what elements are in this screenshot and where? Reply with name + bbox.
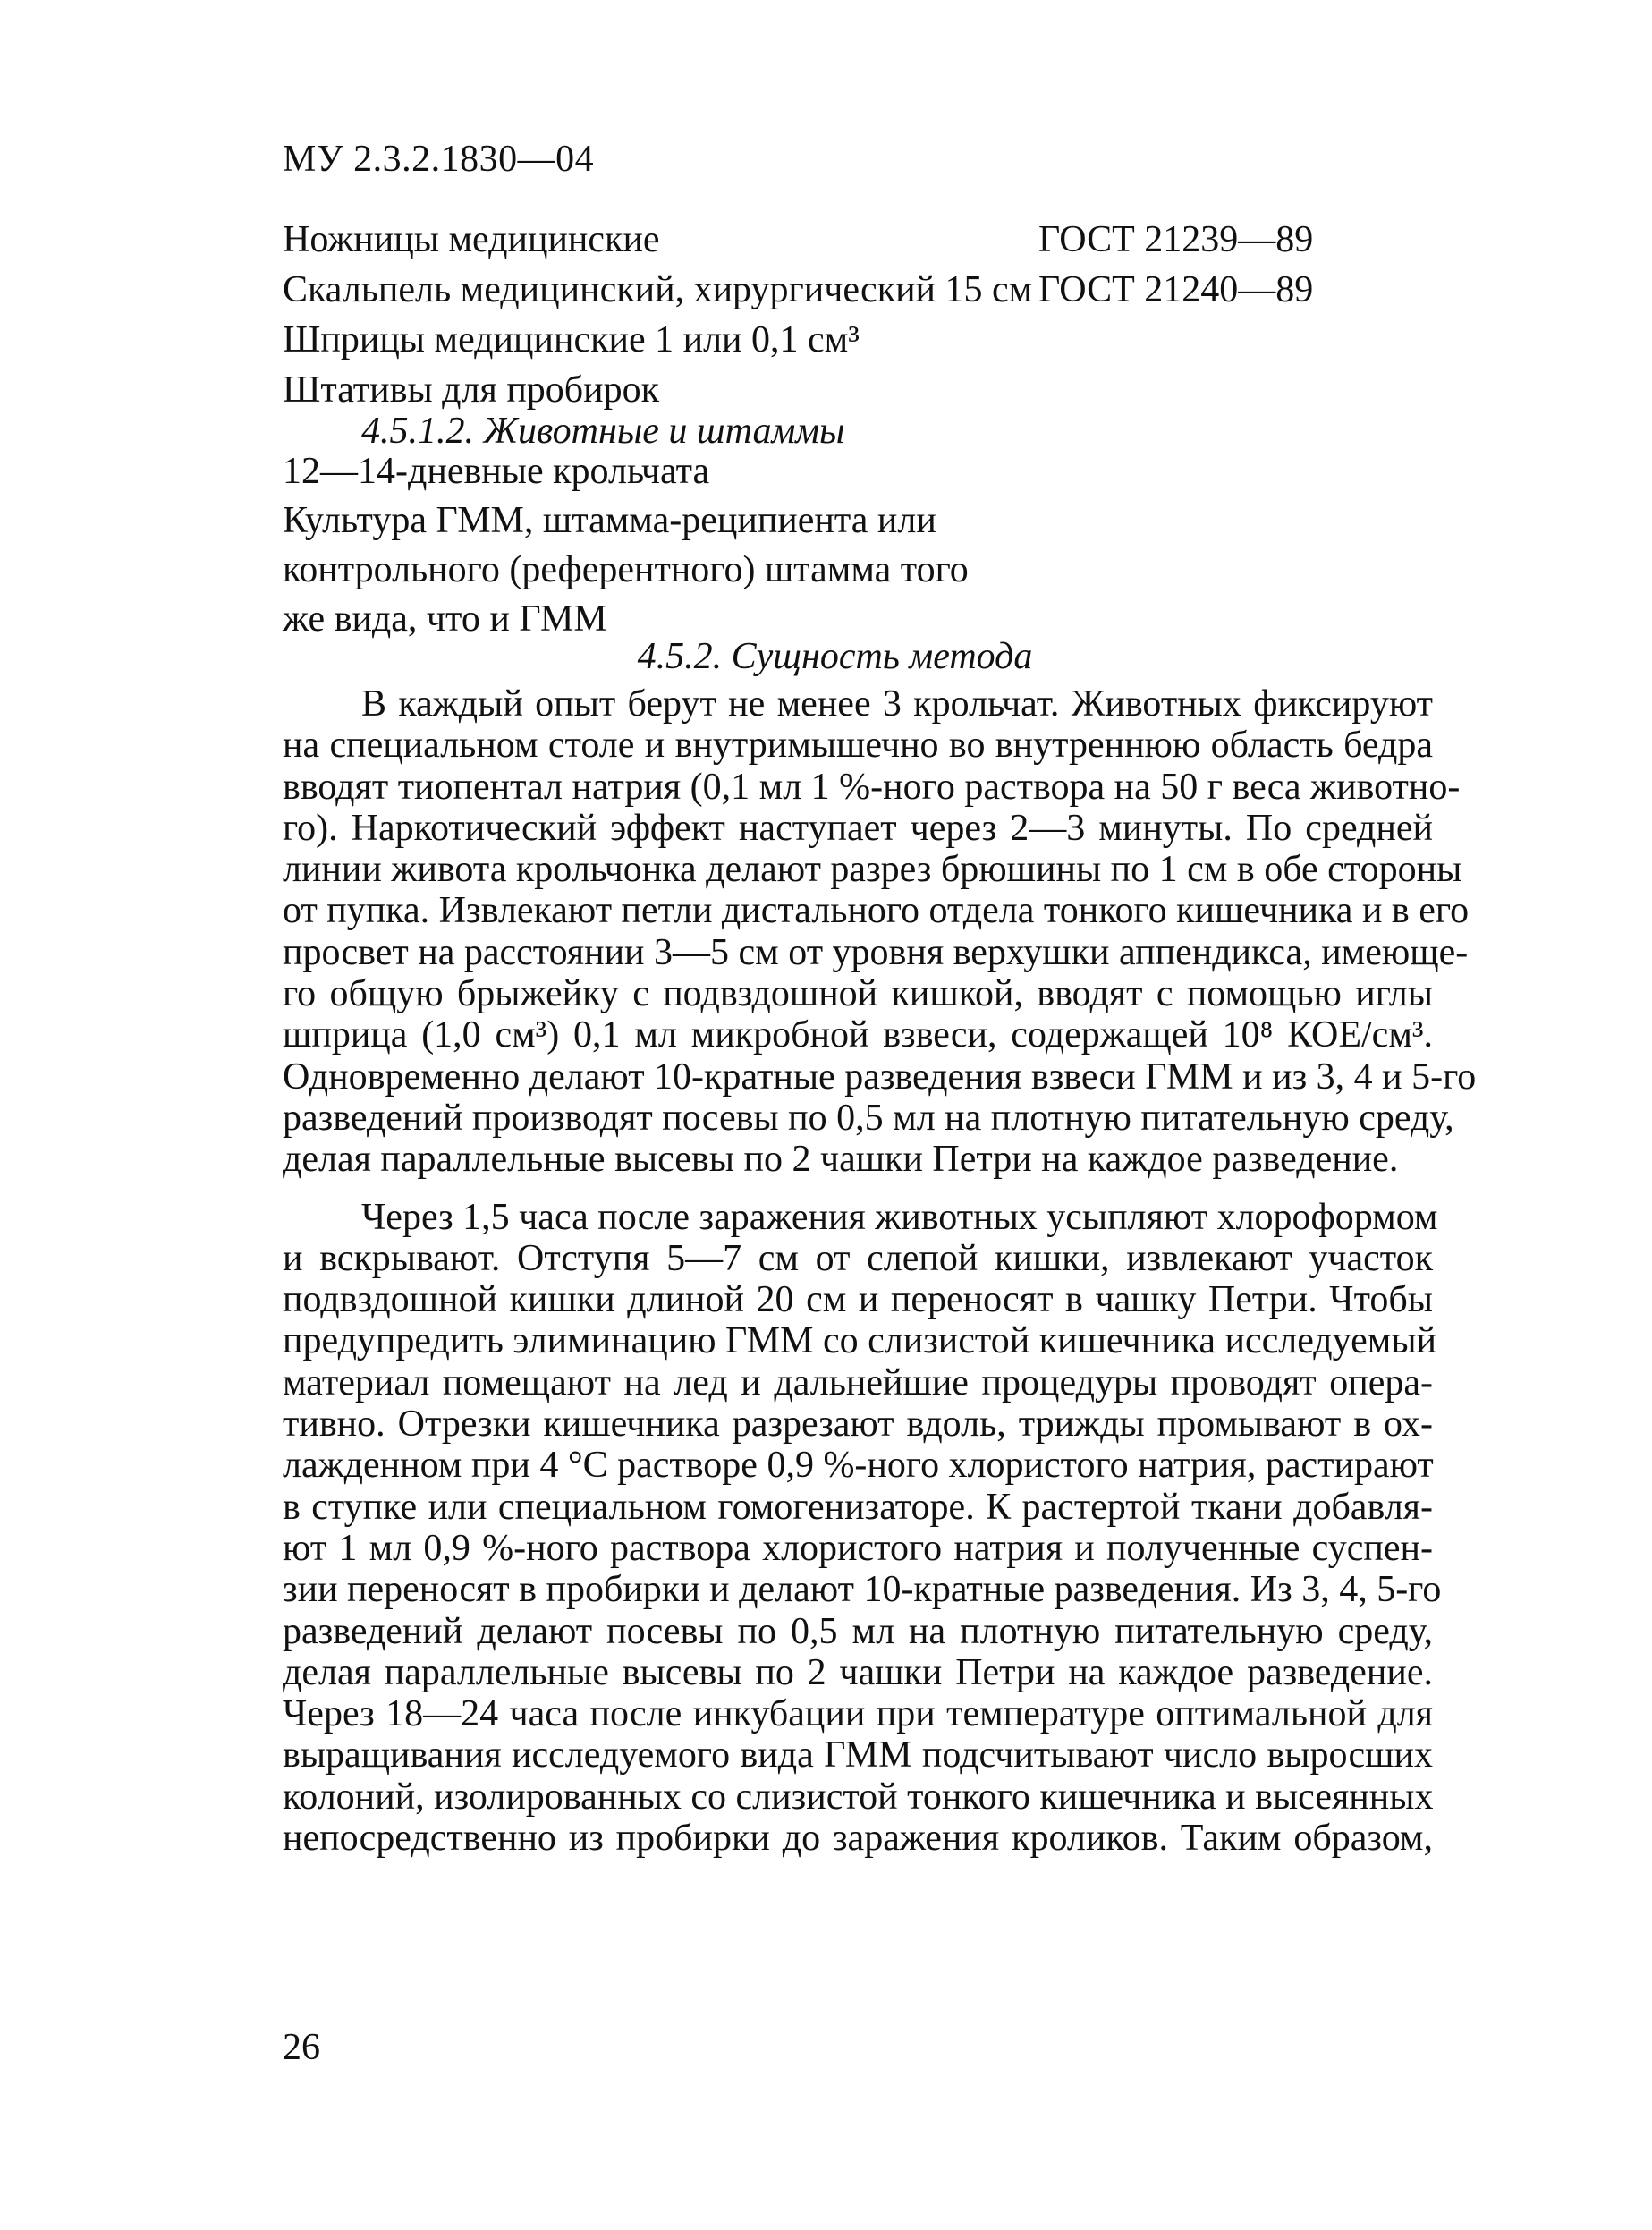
equipment-item: [283, 265, 1338, 315]
paragraph-2-line: непосредственно из пробирки до заражения кроликов. Таким образом,: [283, 1818, 1433, 1860]
paragraph-1-line: на специальном столе и внутримышечно во внутреннюю область бедра: [283, 725, 1433, 767]
equipment-name: Скальпель медицинский, хирургический 15 см: [283, 269, 1033, 310]
paragraph-2-line: лажденном при 4 °С растворе 0,9 %-ного хлористого натрия, растирают: [283, 1445, 1434, 1487]
paragraph-1-line: линии живота крольчонка делают разрез брюшины по 1 см в обе стороны: [283, 849, 1462, 891]
paragraph-2-line: тивно. Отрезки кишечника разрезают вдоль, трижды промывают в ох-: [283, 1403, 1433, 1446]
page-number: 26: [283, 2027, 320, 2068]
paragraph-2-line: подвздошной кишки длиной 20 см и переносят в чашку Петри. Чтобы: [283, 1279, 1433, 1321]
paragraph-2-line: зии переносят в пробирки и делают 10-кратные разведения. Из 3, 4, 5-го: [283, 1569, 1442, 1611]
paragraph-2-line: в ступке или специальном гомогенизаторе. К растертой ткани добавля-: [283, 1486, 1433, 1528]
paragraph-2-line: и вскрывают. Отступя 5—7 см от слепой кишки, извлекают участок: [283, 1237, 1433, 1279]
animals-line: Культура ГММ, штамма-реципиента или: [283, 500, 936, 541]
paragraph-1-line: шприца (1,0 см³) 0,1 мл микробной взвеси, содержащей 10⁸ КОЕ/см³.: [283, 1014, 1433, 1056]
paragraph-2-line: Через 18—24 часа после инкубации при температуре оптимальной для: [283, 1693, 1433, 1735]
paragraph-2-line: разведений делают посевы по 0,5 мл на плотную питательную среду,: [283, 1610, 1433, 1652]
section-title: 4.5.2. Сущность метода: [637, 636, 1033, 677]
paragraph-1-line: го общую брыжейку с подвздошной кишкой, вводят с помощью иглы: [283, 973, 1433, 1015]
paragraph-2-line: материал помещают на лед и дальнейшие процедуры проводят опера-: [283, 1361, 1433, 1403]
paragraph-1-line: разведений производят посевы по 0,5 мл на плотную питательную среду,: [283, 1097, 1454, 1139]
subsection-title: 4.5.1.2. Животные и штаммы: [361, 411, 845, 452]
paragraph-1-line: го). Наркотический эффект наступает через 2—3 минуты. По средней: [283, 807, 1433, 849]
paragraph-2-line: колоний, изолированных со слизистой тонкого кишечника и высеянных: [283, 1776, 1434, 1818]
paragraph-1-line: от пупка. Извлекают петли дистального отдела тонкого кишечника и в его: [283, 890, 1470, 932]
paragraph-2-line: делая параллельные высевы по 2 чашки Петри на каждое разведение.: [283, 1651, 1433, 1693]
paragraph-1-line: вводят тиопентал натрия (0,1 мл 1 %-ного раствора на 50 г веса животно-: [283, 766, 1461, 808]
animals-list: [283, 447, 1088, 644]
equipment-item: [283, 315, 1338, 365]
animals-line: 12—14-дневные крольчата: [283, 451, 710, 492]
animals-line: же вида, что и ГММ: [283, 598, 607, 640]
paragraph-1-line: Одновременно делают 10-кратные разведения взвеси ГММ и из 3, 4 и 5-го: [283, 1056, 1477, 1098]
paragraph-2-line: Через 1,5 часа после заражения животных усыпляют хлороформом: [361, 1196, 1438, 1238]
equipment-name: Ножницы медицинские: [283, 219, 660, 260]
paragraph-1-line: В каждый опыт берут не менее 3 крольчат. Животных фиксируют: [361, 683, 1433, 725]
paragraph-2-line: выращивания исследуемого вида ГММ подсчитывают число выросших: [283, 1734, 1433, 1776]
equipment-name: Шприцы медицинские 1 или 0,1 см³: [283, 319, 860, 360]
body-text: [283, 683, 1477, 1860]
equipment-item: [283, 215, 1338, 265]
animals-line: контрольного (референтного) штамма того: [283, 549, 969, 590]
equipment-name: Штативы для пробирок: [283, 369, 660, 411]
document-header: МУ 2.3.2.1830—04: [283, 139, 595, 180]
equipment-standard: ГОСТ 21239—89: [1038, 219, 1314, 260]
paragraph-1-line: делая параллельные высевы по 2 чашки Петри на каждое разведение.: [283, 1139, 1399, 1181]
paragraph-2-line: предупредить элиминацию ГММ со слизистой кишечника исследуемый: [283, 1320, 1437, 1362]
paragraph-1-line: просвет на расстоянии 3—5 см от уровня верхушки аппендикса, имеюще-: [283, 931, 1469, 973]
equipment-list: [283, 215, 1338, 415]
equipment-standard: ГОСТ 21240—89: [1038, 269, 1314, 310]
paragraph-2-line: ют 1 мл 0,9 %-ного раствора хлористого натрия и полученные суспен-: [283, 1527, 1433, 1569]
